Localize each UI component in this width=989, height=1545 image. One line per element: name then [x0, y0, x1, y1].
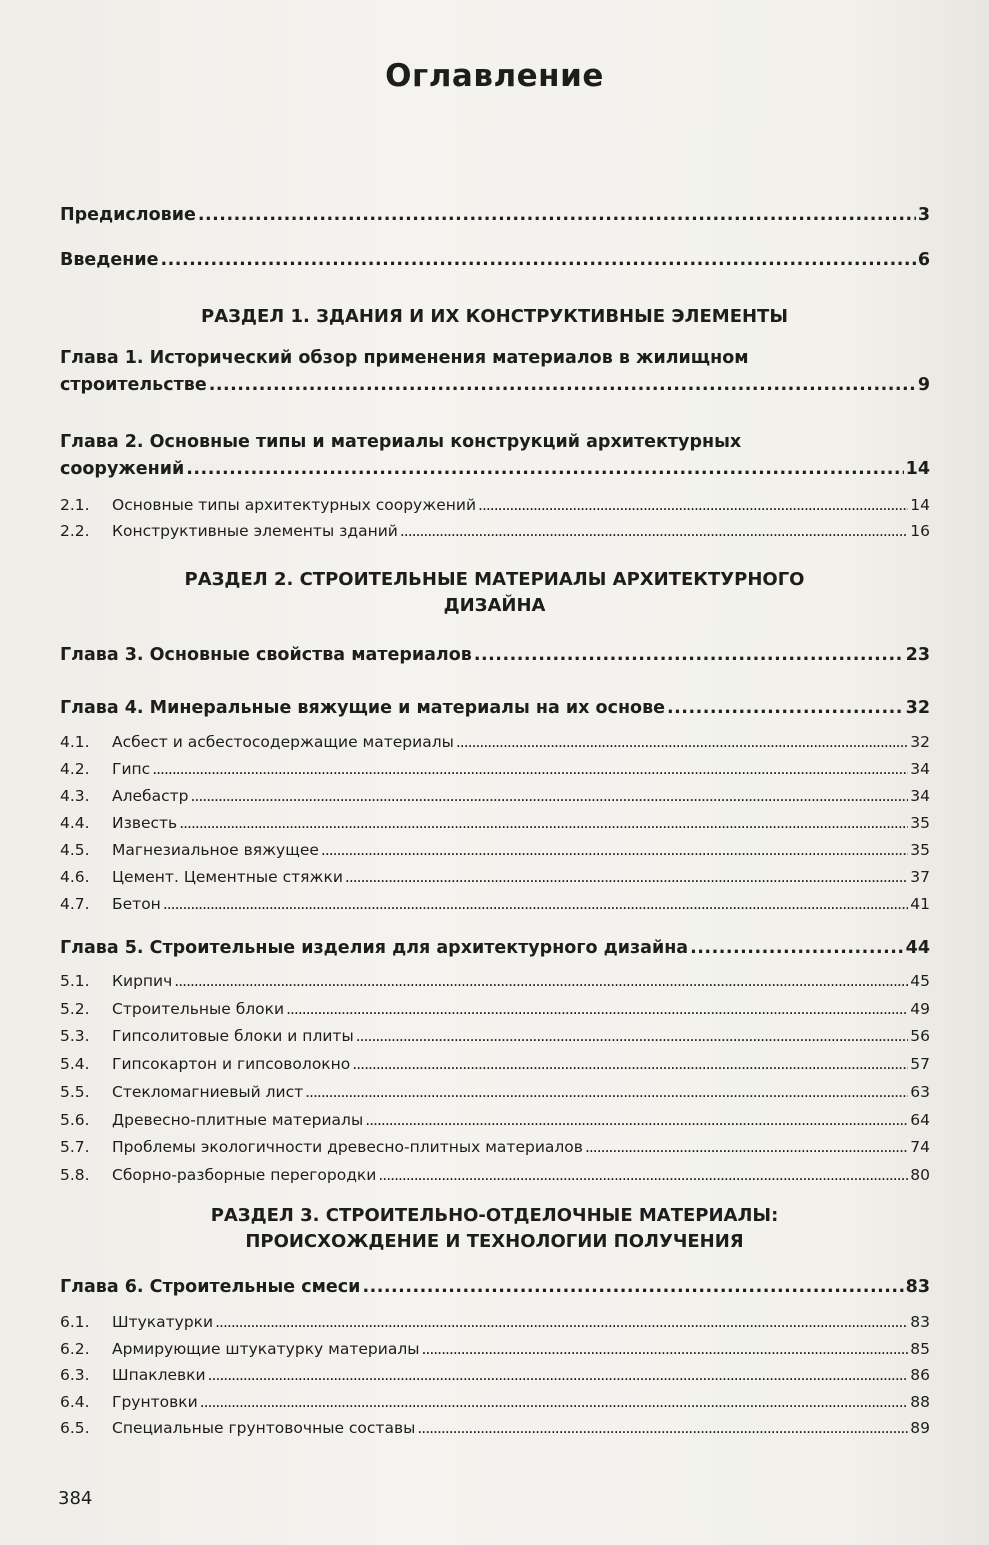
leader-dots: [198, 205, 916, 225]
subentry-number: 5.1.: [60, 972, 90, 990]
toc-subentry: [60, 1027, 930, 1045]
toc-subentry: [60, 868, 930, 886]
subentry-page: 35: [910, 841, 930, 859]
leader-dots: [356, 1027, 909, 1045]
subentry-label: Конструктивные элементы зданий: [112, 522, 398, 540]
entry-page: 83: [905, 1277, 930, 1297]
entry-label: Введение: [60, 250, 159, 270]
subentry-number: 5.5.: [60, 1082, 90, 1101]
toc-subentry: [60, 1138, 930, 1156]
subentry-number: 4.4.: [60, 814, 90, 832]
toc-subentry: [60, 787, 930, 805]
toc-subentry: [60, 733, 930, 751]
subentry-number: 6.2.: [60, 1339, 90, 1358]
toc-subentry: [60, 1083, 930, 1101]
leader-dots: [690, 938, 904, 958]
leader-dots: [474, 645, 904, 665]
leader-dots: [174, 972, 908, 990]
leader-dots: [345, 868, 908, 886]
subentry-page: 80: [910, 1165, 930, 1184]
toc-subentry: [60, 1419, 930, 1437]
toc-subentry: [60, 496, 930, 514]
subentry-number: 4.2.: [60, 760, 90, 778]
subentry-number: 4.6.: [60, 868, 90, 886]
toc-subentry: [60, 895, 930, 913]
subentry-label: Штукатурки: [112, 1313, 214, 1331]
subentry-page: 63: [910, 1082, 930, 1101]
leader-dots: [215, 1313, 908, 1331]
entry-page: 3: [917, 205, 930, 225]
section-heading-line2: ДИЗАЙНА: [443, 595, 546, 616]
leader-dots: [179, 814, 908, 832]
leader-dots: [186, 456, 903, 483]
leader-dots: [417, 1419, 908, 1437]
subentry-number: 2.2.: [60, 522, 90, 540]
toc-subentry: [60, 1055, 930, 1073]
toc-entry-preface: [60, 205, 930, 225]
subentry-label: Армирующие штукатурку материалы: [112, 1339, 420, 1358]
chapter-title-line2: строительстве: [60, 375, 207, 395]
page-title: Оглавление: [385, 58, 604, 94]
subentry-number: 6.4.: [60, 1392, 90, 1411]
leader-dots: [161, 250, 916, 270]
subentry-page: 16: [910, 522, 930, 540]
subentry-number: 5.3.: [60, 1027, 90, 1046]
subentry-label: Проблемы экологичности древесно-плитных материалов: [112, 1138, 583, 1157]
toc-subentry: [60, 522, 930, 540]
section-heading-line1: РАЗДЕЛ 3. СТРОИТЕЛЬНО-ОТДЕЛОЧНЫЕ МАТЕРИАЛЫ:: [210, 1205, 779, 1226]
leader-dots: [305, 1083, 908, 1101]
subentry-label: Гипс: [112, 760, 151, 778]
subentry-label: Бетон: [112, 895, 161, 913]
toc-entry-chapter-2: [60, 429, 930, 483]
subentry-label: Древесно-плитные материалы: [112, 1110, 364, 1129]
leader-dots: [209, 372, 916, 399]
subentry-label: Кирпич: [112, 972, 173, 990]
leader-dots: [163, 895, 908, 913]
toc-entry-chapter-3: [60, 645, 930, 665]
subentry-label: Основные типы архитектурных сооружений: [112, 496, 477, 514]
subentry-label: Шпаклевки: [112, 1366, 206, 1384]
subentry-page: 34: [910, 787, 930, 805]
leader-dots: [286, 1000, 908, 1018]
entry-page: 9: [917, 375, 930, 395]
entry-page: 14: [905, 459, 930, 479]
subentry-page: 14: [910, 496, 930, 514]
leader-dots: [478, 496, 908, 514]
toc-subentry: [60, 1111, 930, 1129]
subentry-number: 4.5.: [60, 841, 90, 859]
leader-dots: [400, 522, 908, 540]
section-heading-line1: РАЗДЕЛ 2. СТРОИТЕЛЬНЫЕ МАТЕРИАЛЫ АРХИТЕКТУРНОГО: [184, 569, 805, 590]
subentry-label: Специальные грунтовочные составы: [112, 1419, 416, 1437]
subentry-number: 6.1.: [60, 1313, 90, 1331]
leader-dots: [378, 1166, 908, 1184]
subentry-label: Асбест и асбестосодержащие материалы: [112, 733, 454, 751]
subentry-number: 6.5.: [60, 1419, 90, 1437]
subentry-number: 4.3.: [60, 787, 90, 805]
subentry-number: 5.7.: [60, 1138, 90, 1157]
leader-dots: [456, 733, 908, 751]
subentry-page: 57: [910, 1055, 930, 1074]
leader-dots: [152, 760, 908, 778]
subentry-label: Строительные блоки: [112, 999, 285, 1018]
subentry-page: 64: [910, 1110, 930, 1129]
subentry-label: Гипсолитовые блоки и плиты: [112, 1027, 354, 1046]
toc-subentry: [60, 1366, 930, 1384]
toc-subentry: [60, 814, 930, 832]
subentry-page: 49: [910, 999, 930, 1018]
toc-subentry: [60, 1166, 930, 1184]
section-heading-3: [0, 1203, 989, 1255]
subentry-page: 41: [910, 895, 930, 913]
subentry-label: Стекломагниевый лист: [112, 1082, 304, 1101]
subentry-page: 37: [910, 868, 930, 886]
entry-page: 6: [917, 250, 930, 270]
subentry-page: 86: [910, 1366, 930, 1384]
toc-subentry: [60, 841, 930, 859]
toc-entry-chapter-4: [60, 698, 930, 718]
entry-label: Глава 6. Строительные смеси: [60, 1277, 361, 1297]
toc-subentry: [60, 1000, 930, 1018]
subentry-page: 85: [910, 1339, 930, 1358]
leader-dots: [208, 1366, 909, 1384]
entry-page: 32: [905, 698, 930, 718]
leader-dots: [321, 841, 908, 859]
entry-page: 23: [905, 645, 930, 665]
leader-dots: [200, 1393, 909, 1411]
entry-label: Глава 3. Основные свойства материалов: [60, 645, 472, 665]
subentry-number: 2.1.: [60, 496, 90, 514]
subentry-page: 45: [910, 972, 930, 990]
entry-label: Предисловие: [60, 205, 196, 225]
page-number: 384: [58, 1488, 93, 1509]
subentry-page: 83: [910, 1313, 930, 1331]
subentry-page: 35: [910, 814, 930, 832]
toc-entry-chapter-6: [60, 1277, 930, 1297]
leader-dots: [421, 1340, 908, 1358]
leader-dots: [365, 1111, 908, 1129]
subentry-page: 34: [910, 760, 930, 778]
subentry-number: 5.2.: [60, 999, 90, 1018]
subentry-number: 4.7.: [60, 895, 90, 913]
toc-entry-chapter-1: [60, 345, 930, 399]
leader-dots: [191, 787, 909, 805]
toc-entry-intro: [60, 250, 930, 270]
entry-label: Глава 4. Минеральные вяжущие и материалы на их основе: [60, 698, 666, 718]
subentry-number: 5.4.: [60, 1055, 90, 1074]
subentry-page: 74: [910, 1138, 930, 1157]
chapter-title-line1: Глава 2. Основные типы и материалы конструкций архитектурных: [60, 432, 742, 452]
subentry-page: 88: [910, 1392, 930, 1411]
section-heading-line2: ПРОИСХОЖДЕНИЕ И ТЕХНОЛОГИИ ПОЛУЧЕНИЯ: [245, 1231, 744, 1252]
section-heading-1: РАЗДЕЛ 1. ЗДАНИЯ И ИХ КОНСТРУКТИВНЫЕ ЭЛЕМЕНТЫ: [201, 306, 788, 327]
subentry-label: Гипсокартон и гипсоволокно: [112, 1055, 351, 1074]
subentry-page: 89: [910, 1419, 930, 1437]
toc-subentry: [60, 1393, 930, 1411]
leader-dots: [585, 1138, 908, 1156]
subentry-label: Грунтовки: [112, 1392, 198, 1411]
leader-dots: [362, 1277, 903, 1297]
subentry-page: 32: [910, 733, 930, 751]
toc-entry-chapter-5: [60, 938, 930, 958]
subentry-label: Цемент. Цементные стяжки: [112, 868, 343, 886]
subentry-number: 5.8.: [60, 1165, 90, 1184]
entry-page: 44: [905, 938, 930, 958]
subentry-label: Сборно-разборные перегородки: [112, 1165, 377, 1184]
subentry-label: Магнезиальное вяжущее: [112, 841, 319, 859]
subentry-label: Алебастр: [112, 787, 189, 805]
subentry-number: 4.1.: [60, 733, 90, 751]
toc-subentry: [60, 1313, 930, 1331]
section-heading-2: [0, 567, 989, 619]
subentry-number: 5.6.: [60, 1110, 90, 1129]
toc-subentry: [60, 972, 930, 990]
toc-subentry: [60, 1340, 930, 1358]
chapter-title-line2: сооружений: [60, 459, 185, 479]
subentry-number: 6.3.: [60, 1366, 90, 1384]
subentry-page: 56: [910, 1027, 930, 1046]
entry-label: Глава 5. Строительные изделия для архитектурного дизайна: [60, 938, 689, 958]
chapter-title-line1: Глава 1. Исторический обзор применения материалов в жилищном: [60, 348, 749, 368]
toc-subentry: [60, 760, 930, 778]
leader-dots: [667, 698, 904, 718]
leader-dots: [352, 1055, 908, 1073]
subentry-label: Известь: [112, 814, 178, 832]
